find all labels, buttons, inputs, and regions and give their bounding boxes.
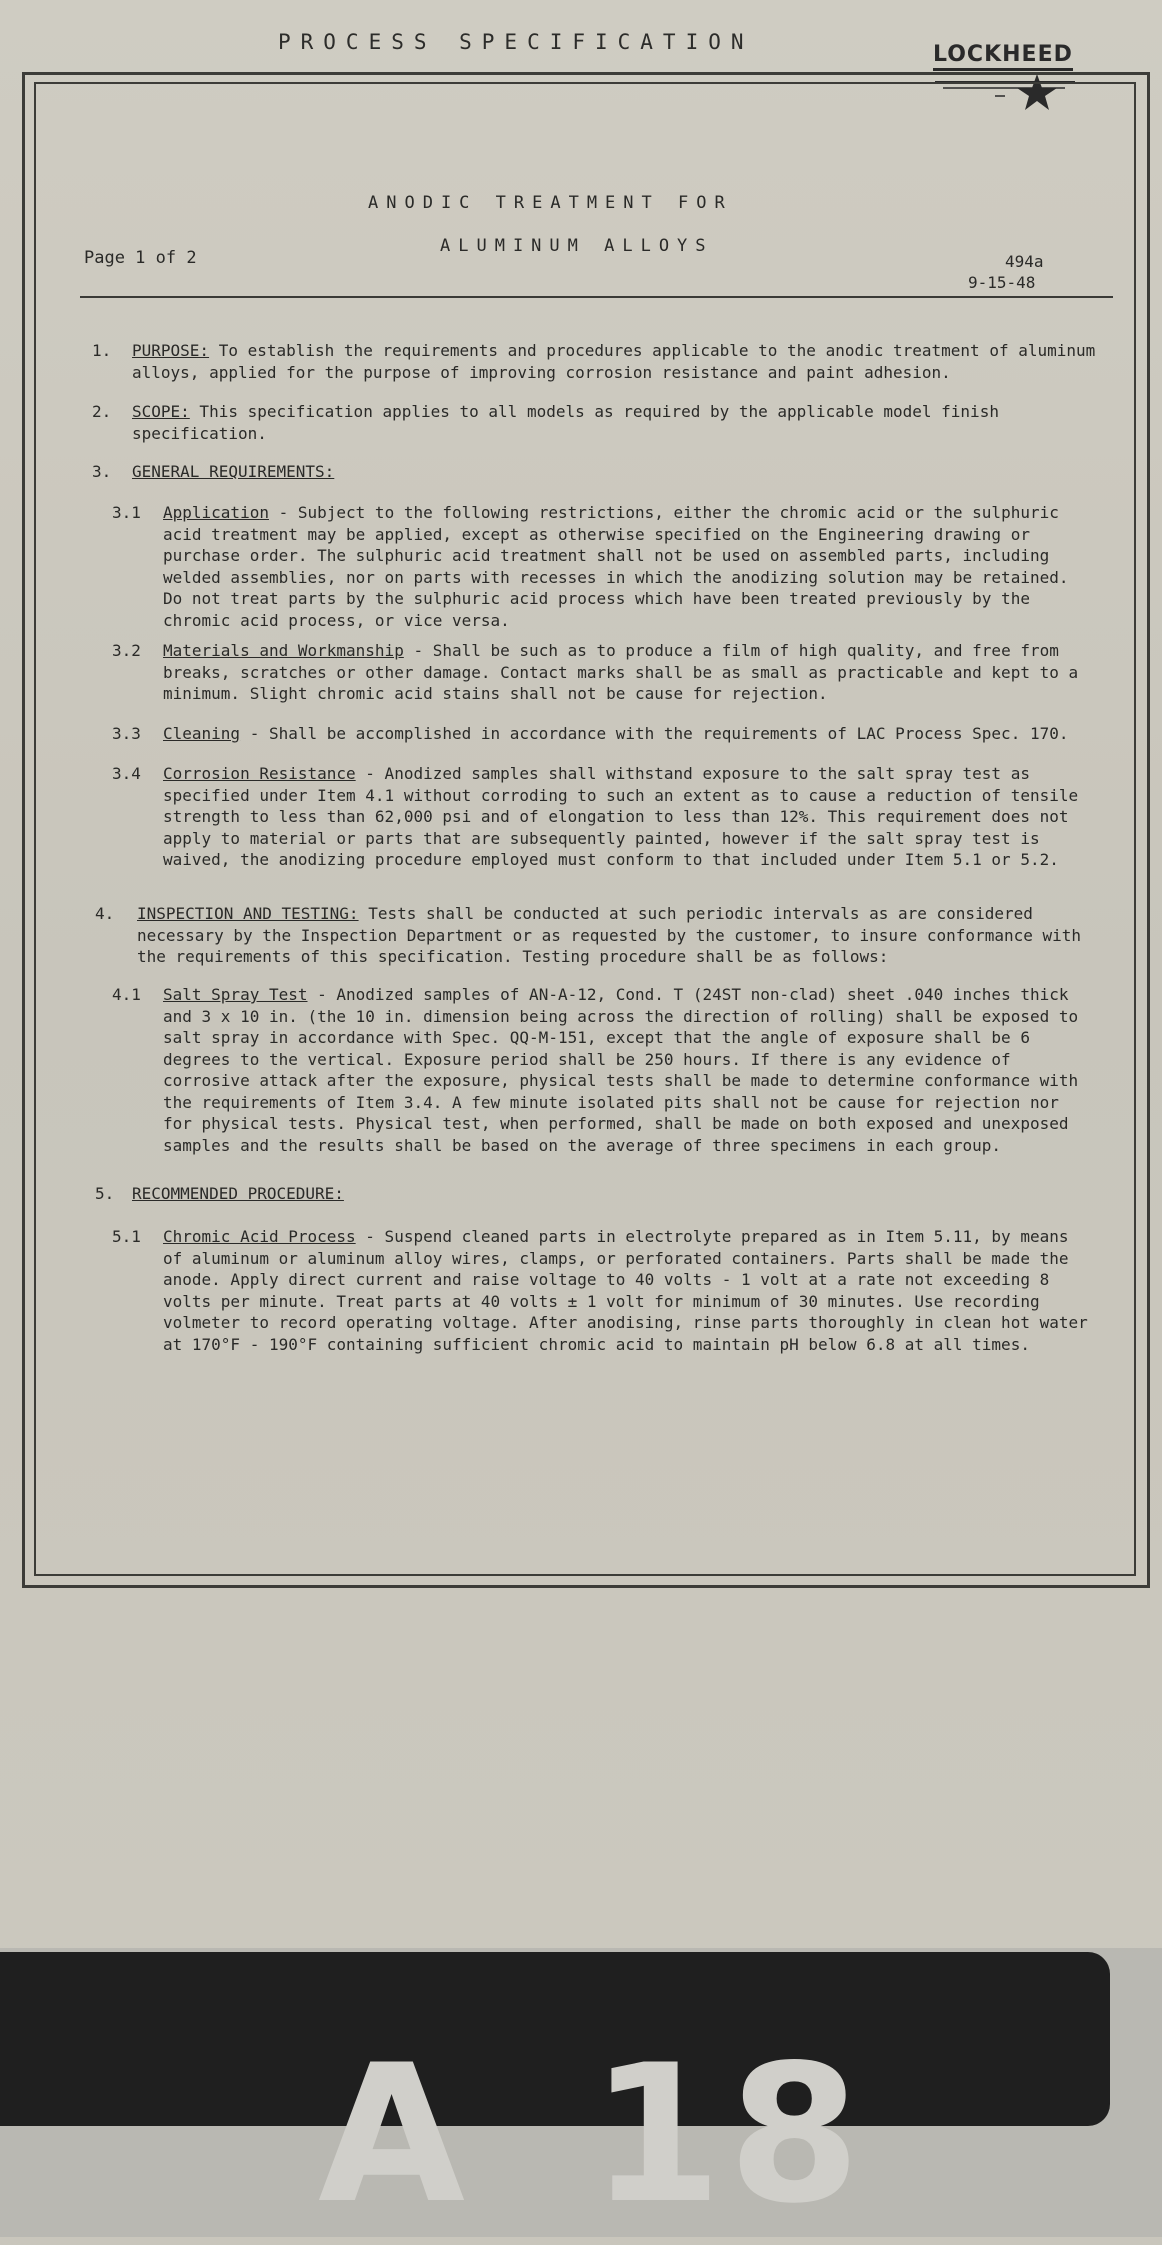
subsection-salt-spray-test bbox=[163, 984, 1083, 1156]
microfilm-number: 18 bbox=[590, 2024, 867, 2245]
section-inspection-testing bbox=[137, 903, 1097, 968]
page-number: Page 1 of 2 bbox=[84, 248, 197, 268]
microfilm-band bbox=[0, 1952, 1110, 2126]
subsection-corrosion-resistance bbox=[163, 763, 1083, 871]
document-subtitle: ALUMINUM ALLOYS bbox=[440, 236, 714, 256]
subsection-text: - Subject to the following restrictions, either the chromic acid or the sulphuric acid treatment may be applied, except as otherwise specified on the Engineering drawing or purchase order. The sulphuric acid treatment shall not be used on assembled parts, including welded assemblies, nor on parts with recesses in which the anodizing solution may be retained. Do not treat parts by the sulphuric acid process which have been treated previously by the chromic acid process, or vice versa. bbox=[163, 503, 1069, 630]
subsection-heading: Chromic Acid Process bbox=[163, 1227, 356, 1246]
section-text: Tests shall be conducted at such periodic intervals as are considered necessary by the Inspection Department or as requested by the customer, to insure conformance with the requirements of this specification. Testing procedure shall be as follows: bbox=[137, 904, 1082, 966]
subsection-heading: Corrosion Resistance bbox=[163, 764, 356, 783]
section-number: 3. bbox=[92, 462, 112, 481]
logo-text: LOCKHEED bbox=[933, 42, 1073, 71]
subsection-materials-workmanship bbox=[163, 640, 1083, 705]
subsection-text: - Anodized samples of AN-A-12, Cond. T (24ST non-clad) sheet .040 inches thick and 3 x 10 in. (the 10 in. dimension being across the direction of rolling) shall be exposed to salt spray in accordance with Spec. QQ-M-151, except that the angle of exposure shall be 6 degrees to the vertical. Exposure period shall be 250 hours. If there is any evidence of corrosive attack after the exposure, physical tests shall be made to determine conformance with the requirements of Item 3.4. A few minute isolated pits shall not be cause for rejection nor for physical tests. Physical test, when performed, shall be made on both exposed and unexposed samples and the results shall be based on the average of three specimens in each group. bbox=[163, 985, 1079, 1155]
subsection-text: - Suspend cleaned parts in electrolyte prepared as in Item 5.11, by means of aluminum or aluminum alloy wires, clamps, or perforated containers. Parts shall be made the anode. Apply direct current and raise voltage to 40 volts - 1 volt at a rate not exceeding 8 volts per minute. Treat parts at 40 volts ± 1 volt for minimum of 30 minutes. Use recording volmeter to record operating voltage. After anodising, rinse parts thoroughly in clean hot water at 170°F - 190°F containing sufficient chromic acid to maintain pH below 6.8 at all times. bbox=[163, 1227, 1088, 1354]
subsection-number: 3.1 bbox=[112, 503, 141, 522]
subsection-number: 3.2 bbox=[112, 641, 141, 660]
header-rule bbox=[80, 296, 1113, 298]
subsection-chromic-acid-process bbox=[163, 1226, 1093, 1355]
subsection-number: 3.3 bbox=[112, 724, 141, 743]
subsection-heading: Materials and Workmanship bbox=[163, 641, 404, 660]
section-text: This specification applies to all models as required by the applicable model finish specification. bbox=[132, 402, 999, 443]
section-text: To establish the requirements and procedures applicable to the anodic treatment of aluminum alloys, applied for the purpose of improving corrosion resistance and paint adhesion. bbox=[132, 341, 1096, 382]
section-purpose bbox=[132, 340, 1097, 383]
section-heading: INSPECTION AND TESTING: bbox=[137, 904, 359, 923]
subsection-number: 3.4 bbox=[112, 764, 141, 783]
subsection-text: - Anodized samples shall withstand exposure to the salt spray test as specified under Item 4.1 without corroding to such an extent as to cause a reduction of tensile strength to less than 62,000 psi and of elongation to less than 12%. This requirement does not apply to material or parts that are subsequently painted, however if the salt spray test is waived, the anodizing procedure employed must conform to that included under Item 5.1 or 5.2. bbox=[163, 764, 1079, 869]
section-heading: GENERAL REQUIREMENTS: bbox=[132, 462, 335, 481]
document-title: ANODIC TREATMENT FOR bbox=[368, 193, 733, 213]
subsection-text: - Shall be accomplished in accordance with the requirements of LAC Process Spec. 170. bbox=[240, 724, 1069, 743]
subsection-number: 5.1 bbox=[112, 1227, 141, 1246]
section-heading: PURPOSE: bbox=[132, 341, 210, 360]
subsection-heading: Salt Spray Test bbox=[163, 985, 308, 1004]
subsection-text: - Shall be such as to produce a film of high quality, and free from breaks, scratches or other damage. Contact marks shall be as small as practicable and kept to a minimum. Slight chromic acid stains shall not be cause for rejection. bbox=[163, 641, 1079, 703]
section-recommended-procedure bbox=[132, 1183, 1032, 1205]
section-number: 5. bbox=[95, 1184, 115, 1203]
spec-number: 494a bbox=[1005, 252, 1044, 271]
subsection-application bbox=[163, 502, 1088, 631]
subsection-cleaning bbox=[163, 723, 1103, 745]
section-number: 4. bbox=[95, 904, 115, 923]
subsection-heading: Cleaning bbox=[163, 724, 241, 743]
section-scope bbox=[132, 401, 1067, 444]
section-heading: RECOMMENDED PROCEDURE: bbox=[132, 1184, 344, 1203]
section-general-requirements bbox=[132, 461, 1032, 483]
subsection-heading: Application bbox=[163, 503, 269, 522]
section-heading: SCOPE: bbox=[132, 402, 190, 421]
subsection-number: 4.1 bbox=[112, 985, 141, 1004]
microfilm-letter: A bbox=[318, 2024, 466, 2245]
header-title: PROCESS SPECIFICATION bbox=[278, 30, 754, 54]
spec-date: 9-15-48 bbox=[968, 273, 1036, 292]
section-number: 1. bbox=[92, 341, 112, 360]
section-number: 2. bbox=[92, 402, 112, 421]
